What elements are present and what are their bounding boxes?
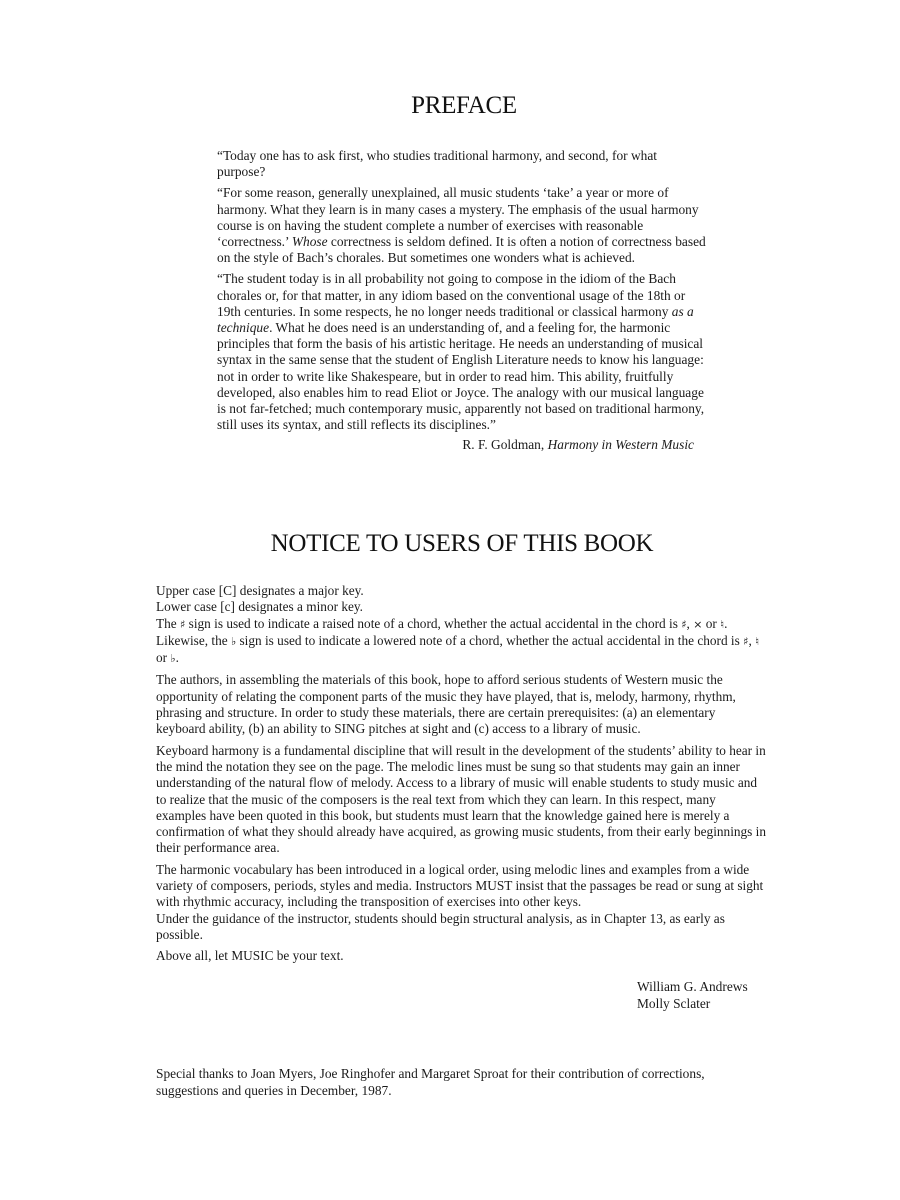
accidentals-text: or (156, 650, 171, 666)
notice-accidentals-paragraph (156, 616, 768, 668)
accidentals-text: The (156, 615, 180, 631)
accidentals-text: , (748, 632, 756, 648)
preface-paragraph-1: “Today one has to ask first, who studies traditional harmony, and second, for what purpose? (217, 148, 657, 180)
sharp-sign-icon: ♯ (180, 617, 186, 631)
preface-paragraph-2-text-a: “For some reason, generally unexplained, all music students ‘take’ a year or more of harmony. What they learn is in many cases a mystery. The emphasis of the usual harmony course is on having the student complete a number of exercises with reasonable ‘correctness.’ (217, 185, 699, 250)
preface-paragraph-3-text-b: . What he does need is an understanding of, and a feeling for, the harmonic principles that form the basis of his artistic heritage. He needs an understanding of musical syntax in the same sense that the student of English Literature needs to know his language: not in order to write like Shakespeare, but in order to read him. This ability, fruitfully developed, also enables him to read Eliot or Joyce. The analogy with our musical language is not far-fetched; much contemporary music, apparently not based on traditional harmony, still uses its syntax, and still reflects its disciplines.” (217, 320, 705, 433)
notice-vocabulary-paragraph: The harmonic vocabulary has been introduced in a logical order, using melodic lines and examples from a wide variety of composers, periods, styles and media. Instructors MUST insist that the passages be read or sung at sight with rhythmic accuracy, including the transposition of exercises into other keys. (156, 861, 764, 910)
notice-above-all-line: Above all, let MUSIC be your text. (156, 948, 344, 964)
accidentals-text: or (702, 615, 721, 631)
acknowledgements (156, 1066, 766, 1099)
attribution-work-title: Harmony in Western Music (547, 437, 694, 453)
signer-name: William G. Andrews (637, 979, 748, 994)
accidentals-text: , (686, 615, 694, 631)
accidentals-text: sign is used to indicate a raised note of a chord, whether the actual accidental in the chord is (185, 615, 682, 631)
notice-title: NOTICE TO USERS OF THIS BOOK (270, 530, 654, 557)
preface-paragraph-2 (217, 185, 707, 266)
natural-sign-icon: ♮ (755, 634, 760, 648)
accidentals-text: . Likewise, the (156, 615, 728, 648)
notice-minor-key-line: Lower case [c] designates a minor key. (156, 599, 363, 615)
notice-keyboard-paragraph: Keyboard harmony is a fundamental discipline that will result in the development of the students’ ability to hear in the mind the notation they see on the page. The melodic lines must be sung so that students may gain an inner understanding of the natural flow of melody. Access to a library of music will enable students to study music and to realize that the music of the composers is the real text from which they can learn. In this respect, many examples have been quoted in this book, but students must learn that the knowledge gained here is merely a confirmation of what they should already have acquired, as growing music students, from their early beginnings in their performance area. (156, 742, 767, 856)
preface-quote (217, 148, 707, 454)
preface-paragraph-3-text-a: “The student today is in all probability not going to compose in the idiom of the Bach chorales or, for that matter, in any idiom based on the conventional usage of the 18th or 19th centuries. In some respects, he no longer needs traditional or classical harmony (217, 271, 686, 319)
notice-major-key-line: Upper case [C] designates a major key. (156, 583, 364, 598)
notice-authors-paragraph: The authors, in assembling the materials of this book, hope to afford serious students of Western music the opportunity of relating the component parts of the music they have played, that is, melody, harmony, rhythm, phrasing and structure. In order to study these materials, there are certain prerequisites: (a) an elementary keyboard ability, (b) an ability to SING pitches at sight and (c) access to a library of music. (156, 672, 736, 737)
attribution-author: R. F. Goldman, (462, 437, 548, 453)
accidentals-text: . (175, 650, 179, 666)
notice-signatures (637, 978, 748, 1012)
signer-name: Molly Sclater (637, 996, 711, 1011)
notice-body (156, 583, 768, 970)
notice-guidance-paragraph: Under the guidance of the instructor, students should begin structural analysis, as in Chapter 13, as early as possible. (156, 910, 725, 942)
double-sharp-sign-icon: × (693, 617, 703, 631)
preface-paragraph-3 (217, 271, 707, 433)
natural-sign-icon: ♮ (720, 617, 725, 631)
flat-sign-icon: ♭ (230, 634, 237, 648)
preface-paragraph-3-emphasis: as a technique (217, 303, 694, 336)
flat-sign-icon: ♭ (170, 652, 176, 666)
preface-title: PREFACE (411, 92, 517, 119)
acknowledgements-text: Special thanks to Joan Myers, Joe Ringhofer and Margaret Sproat for their contribution of corrections, suggestions and queries in December, 1987. (156, 1066, 705, 1098)
accidentals-text: sign is used to indicate a lowered note of a chord, whether the actual accidental in the chord is (236, 632, 744, 648)
sharp-sign-icon: ♯ (743, 634, 749, 648)
preface-attribution (217, 437, 707, 453)
sharp-sign-icon: ♯ (681, 617, 687, 631)
preface-paragraph-2-text-b: correctness is seldom defined. It is often a notion of correctness based on the style of Bach’s chorales. But sometimes one wonders what is achieved. (217, 234, 706, 266)
preface-paragraph-2-emphasis: Whose (291, 234, 328, 250)
